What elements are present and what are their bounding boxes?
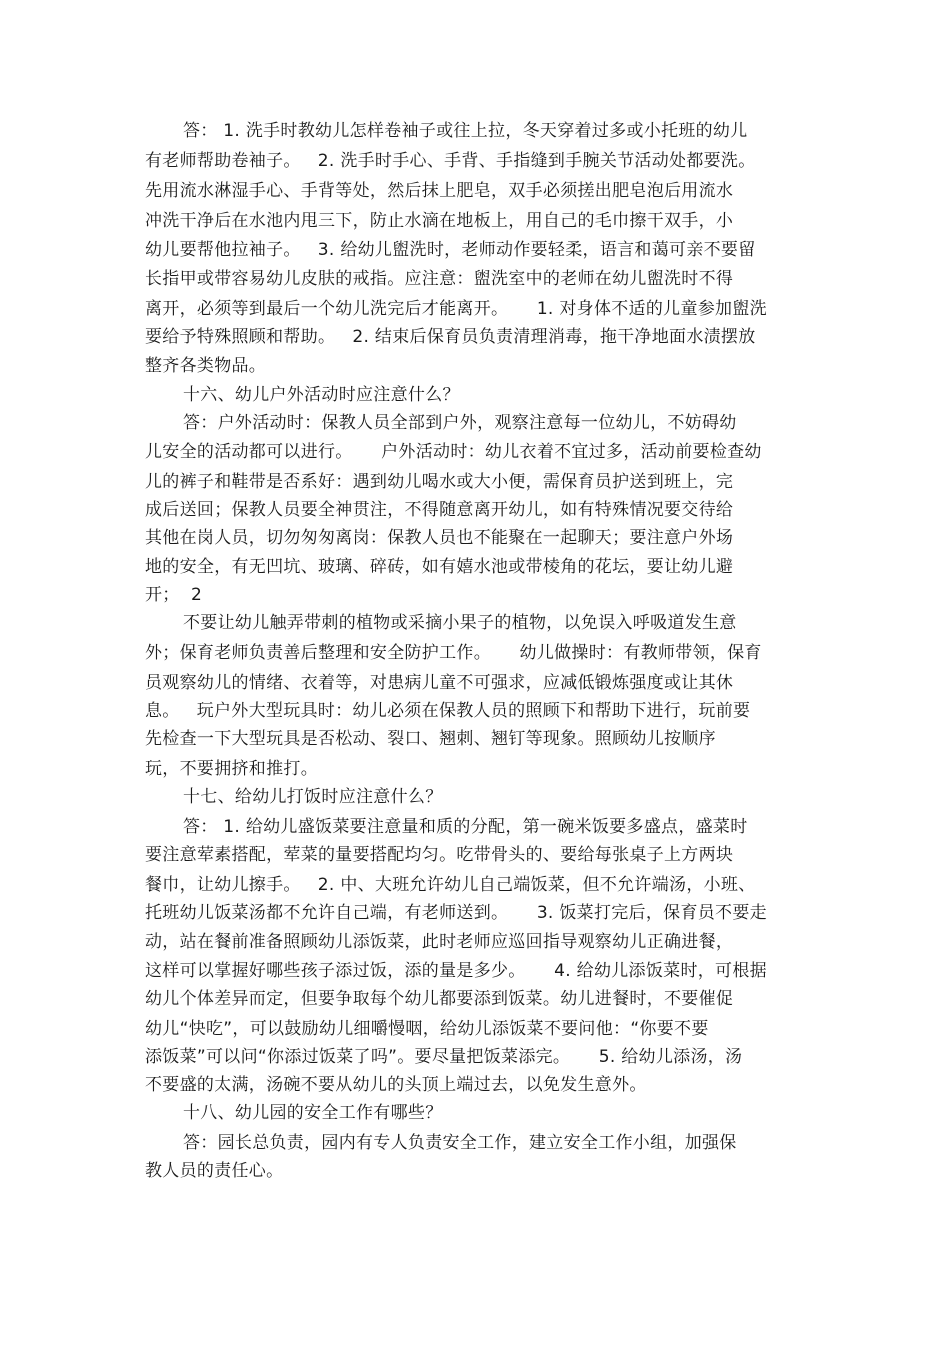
text-line: 要注意荤素搭配，荤菜的量要搭配均匀。吃带骨头的、要给每张桌子上方两块 [145,845,734,865]
text-line: 开； 2 [145,585,203,605]
text-line: 答： 1. 洗手时教幼儿怎样卷袖子或往上拉，冬天穿着过多或小托班的幼儿 [183,121,748,141]
text-line: 幼儿“快吃”，可以鼓励幼儿细嚼慢咽，给幼儿添饭菜不要问他：“你要不要 [145,1019,709,1039]
text-line: 儿的裤子和鞋带是否系好：遇到幼儿喝水或大小便，需保育员护送到班上，完 [145,472,734,492]
text-line: 地的安全，有无凹坑、玻璃、碎砖，如有嬉水池或带棱角的花坛，要让幼儿避 [145,557,734,577]
text-line: 息。 玩户外大型玩具时：幼儿必须在保教人员的照顾下和帮助下进行，玩前要 [145,701,751,721]
text-line: 员观察幼儿的情绪、衣着等，对患病儿童不可强求，应减低锻炼强度或让其休 [145,673,734,693]
text-line: 添饭菜”可以问“你添过饭菜了吗”。要尽量把饭菜添完。 5. 给幼儿添汤，汤 [145,1047,743,1067]
text-line: 其他在岗人员，切勿匆匆离岗：保教人员也不能聚在一起聊天；要注意户外场 [145,528,734,548]
text-line: 外；保育老师负责善后整理和安全防护工作。 幼儿做操时：有教师带领，保育 [145,643,762,663]
text-line: 要给予特殊照顾和帮助。 2. 结束后保育员负责清理消毒，拖干净地面水渍摆放 [145,327,756,347]
section-heading: 十八、幼儿园的安全工作有哪些？ [183,1103,443,1123]
text-line: 答：户外活动时：保教人员全部到户外，观察注意每一位幼儿，不妨碍幼 [183,413,737,433]
text-line: 餐巾，让幼儿擦手。 2. 中、大班允许幼儿自己端饭菜，但不允许端汤，小班、 [145,875,756,895]
text-line: 先检查一下大型玩具是否松动、裂口、翘刺、翘钉等现象。照顾幼儿按顺序 [145,729,716,749]
text-line: 不要让幼儿触弄带刺的植物或采摘小果子的植物，以免误入呼吸道发生意 [183,613,737,633]
text-line: 玩，不要拥挤和推打。 [145,759,318,779]
text-line: 动，站在餐前准备照顾幼儿添饭菜，此时老师应巡回指导观察幼儿正确进餐， [145,932,734,952]
text-line: 冲洗干净后在水池内甩三下，防止水滴在地板上，用自己的毛巾擦干双手，小 [145,211,734,231]
text-line: 这样可以掌握好哪些孩子添过饭，添的量是多少。 4. 给幼儿添饭菜时，可根据 [145,961,767,981]
text-line: 幼儿个体差异而定，但要争取每个幼儿都要添到饭菜。幼儿进餐时，不要催促 [145,989,734,1009]
text-line: 成后送回；保教人员要全神贯注，不得随意离开幼儿，如有特殊情况要交待给 [145,500,734,520]
text-line: 有老师帮助卷袖子。 2. 洗手时手心、手背、手指缝到手腕关节活动处都要洗。 [145,151,756,171]
text-line: 教人员的责任心。 [145,1161,284,1181]
text-line: 儿安全的活动都可以进行。 户外活动时：幼儿衣着不宜过多，活动前要检查幼 [145,442,762,462]
text-line: 先用流水淋湿手心、手背等处，然后抹上肥皂，双手必须搓出肥皂泡后用流水 [145,181,734,201]
text-line: 整齐各类物品。 [145,356,267,376]
text-line: 答：园长总负责，园内有专人负责安全工作，建立安全工作小组，加强保 [183,1133,737,1153]
section-heading: 十七、给幼儿打饭时应注意什么？ [183,787,443,807]
text-line: 离开，必须等到最后一个幼儿洗完后才能离开。 1. 对身体不适的儿童参加盥洗 [145,299,767,319]
section-heading: 十六、幼儿户外活动时应注意什么？ [183,385,460,405]
text-line: 托班幼儿饭菜汤都不允许自己端，有老师送到。 3. 饭菜打完后，保育员不要走 [145,903,767,923]
text-line: 答： 1. 给幼儿盛饭菜要注意量和质的分配，第一碗米饭要多盛点，盛菜时 [183,817,748,837]
text-line: 不要盛的太满，汤碗不要从幼儿的头顶上端过去，以免发生意外。 [145,1075,647,1095]
text-line: 幼儿要帮他拉袖子。 3. 给幼儿盥洗时，老师动作要轻柔，语言和蔼可亲不要留 [145,240,756,260]
text-line: 长指甲或带容易幼儿皮肤的戒指。应注意：盥洗室中的老师在幼儿盥洗时不得 [145,269,734,289]
